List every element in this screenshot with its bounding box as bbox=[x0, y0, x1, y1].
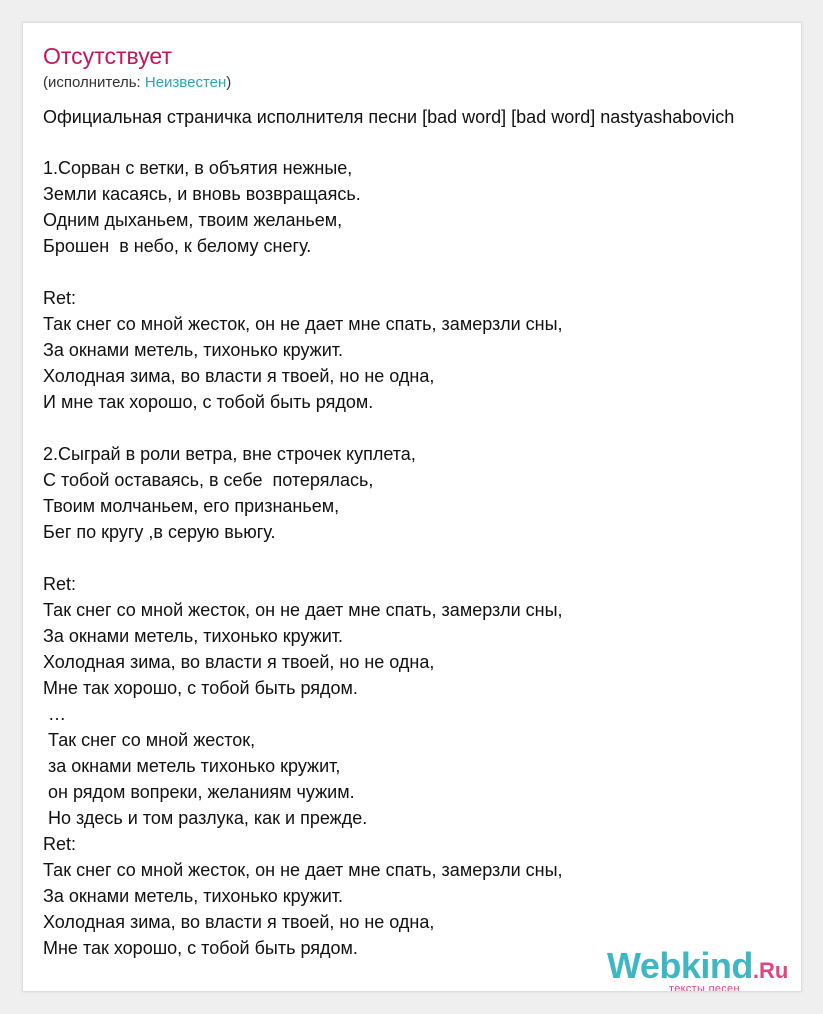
lyric-line: за окнами метель тихонько кружит, bbox=[43, 756, 341, 776]
lyric-line: 1.Сорван с ветки, в объятия нежные, bbox=[43, 158, 353, 178]
lyric-line: Так снег со мной жесток, он не дает мне спать, замерзли сны, bbox=[43, 600, 563, 620]
lyric-line: Одним дыханьем, твоим желаньем, bbox=[43, 210, 343, 230]
lyrics-body bbox=[43, 155, 783, 961]
lyric-line: И мне так хорошо, с тобой быть рядом. bbox=[43, 392, 374, 412]
lyric-line: Так снег со мной жесток, bbox=[43, 730, 256, 750]
lyric-line: Ret: bbox=[43, 288, 77, 308]
artist-prefix: (исполнитель: bbox=[43, 74, 145, 91]
lyric-line: Земли касаясь, и вновь возвращаясь. bbox=[43, 184, 361, 204]
lyric-line: Мне так хорошо, с тобой быть рядом. bbox=[43, 678, 358, 698]
lyric-line: Так снег со мной жесток, он не дает мне спать, замерзли сны, bbox=[43, 314, 563, 334]
lyric-line bbox=[43, 415, 783, 441]
lyric-line: он рядом вопреки, желаниям чужим. bbox=[43, 782, 355, 802]
lyrics-card bbox=[22, 22, 802, 992]
lyric-line bbox=[43, 545, 783, 571]
lyric-line: Ret: bbox=[43, 834, 77, 854]
logo-tld: .Ru bbox=[752, 958, 789, 983]
lyric-line: Мне так хорошо, с тобой быть рядом. bbox=[43, 938, 358, 958]
lyric-line: За окнами метель, тихонько кружит. bbox=[43, 340, 344, 360]
lyric-line: Холодная зима, во власти я твоей, но не одна, bbox=[43, 366, 435, 386]
lyric-line: … bbox=[43, 704, 67, 724]
song-title: Отсутствует bbox=[43, 43, 172, 69]
lyric-line: Твоим молчаньем, его признаньем, bbox=[43, 496, 340, 516]
lyric-line: Холодная зима, во власти я твоей, но не одна, bbox=[43, 652, 435, 672]
lyric-line: Бег по кругу ,в серую вьюгу. bbox=[43, 522, 276, 542]
lyric-line: Брошен в небо, к белому снегу. bbox=[43, 236, 312, 256]
site-logo[interactable] bbox=[607, 945, 789, 992]
lyric-line: Так снег со мной жесток, он не дает мне спать, замерзли сны, bbox=[43, 860, 563, 880]
lyric-line: За окнами метель, тихонько кружит. bbox=[43, 886, 344, 906]
artist-suffix: ) bbox=[226, 74, 232, 91]
lyric-line: За окнами метель, тихонько кружит. bbox=[43, 626, 344, 646]
song-intro: Официальная страничка исполнителя песни [bad word] [bad word] nastyashabovich bbox=[43, 107, 735, 127]
lyric-line bbox=[43, 259, 783, 285]
lyric-line: Но здесь и том разлука, как и прежде. bbox=[43, 808, 368, 828]
lyric-line: Ret: bbox=[43, 574, 77, 594]
lyric-line: 2.Сыграй в роли ветра, вне строчек куплета, bbox=[43, 444, 416, 464]
artist-link[interactable]: Неизвестен bbox=[144, 74, 227, 91]
logo-tagline: тексты песен bbox=[669, 983, 740, 992]
artist-line bbox=[43, 74, 231, 91]
lyric-line: С тобой оставаясь, в себе потерялась, bbox=[43, 470, 374, 490]
lyric-line: Холодная зима, во власти я твоей, но не одна, bbox=[43, 912, 435, 932]
logo-name: Webkind bbox=[607, 945, 753, 986]
